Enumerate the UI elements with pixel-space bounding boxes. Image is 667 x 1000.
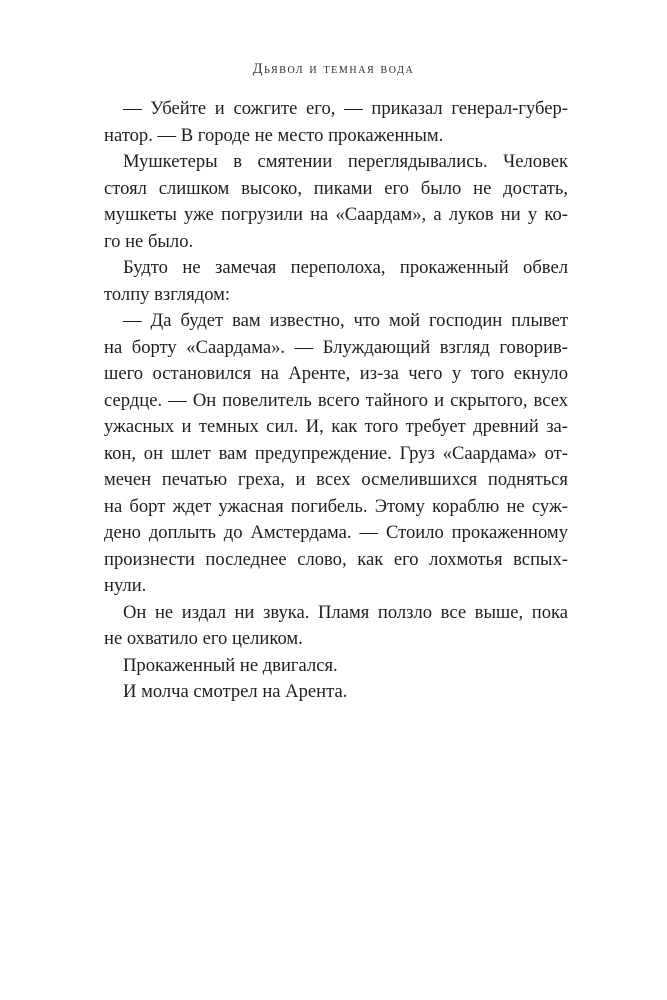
text-line: — Убейте и сожгите его, — приказал генерал-губер- <box>123 98 568 119</box>
running-head-title: Дьявол и темная вода <box>252 61 415 77</box>
text-line: ужасных и темных сил. И, как того требует древний за- <box>104 416 568 437</box>
text-line: сердце. — Он повелитель всего тайного и скрытого, всех <box>104 389 568 411</box>
text-line: толпу взглядом: <box>104 283 231 305</box>
text-line: произнести последнее слово, как его лохмотья вспых- <box>104 548 568 570</box>
text-line: на борт ждет ужасная погибель. Этому кораблю не суж- <box>104 495 568 517</box>
text-line: натор. — В городе не место прокаженным. <box>104 124 444 146</box>
text-line: нули. <box>104 575 147 596</box>
text-line: Он не издал ни звука. Пламя ползло все выше, пока <box>123 601 568 623</box>
text-line: Прокаженный не двигался. <box>123 654 338 676</box>
text-line: кон, он шлет вам предупреждение. Груз «Саардама» от- <box>104 442 568 464</box>
text-line: — Да будет вам известно, что мой господин плывет <box>123 310 568 331</box>
text-line: Будто не замечая переполоха, прокаженный обвел <box>123 257 568 278</box>
text-line: дено доплыть до Амстердама. — Стоило прокаженному <box>104 522 568 543</box>
text-line: Мушкетеры в смятении переглядывались. Человек <box>123 151 568 172</box>
text-line: го не было. <box>104 230 194 252</box>
text-line: не охватило его целиком. <box>104 628 303 649</box>
text-line: мечен печатью греха, и всех осмелившихся подняться <box>104 469 568 490</box>
text-line: мушкеты уже погрузили на «Саардам», а луков ни у ко- <box>104 204 568 225</box>
text-line: стоял слишком высоко, пиками его было не достать, <box>104 177 568 199</box>
text-line: И молча смотрел на Арента. <box>123 681 348 702</box>
text-line: шего остановился на Аренте, из-за чего у того екнуло <box>104 363 568 384</box>
text-line: на борту «Саардама». — Блуждающий взгляд говорив- <box>104 336 568 358</box>
body-text <box>104 96 568 706</box>
